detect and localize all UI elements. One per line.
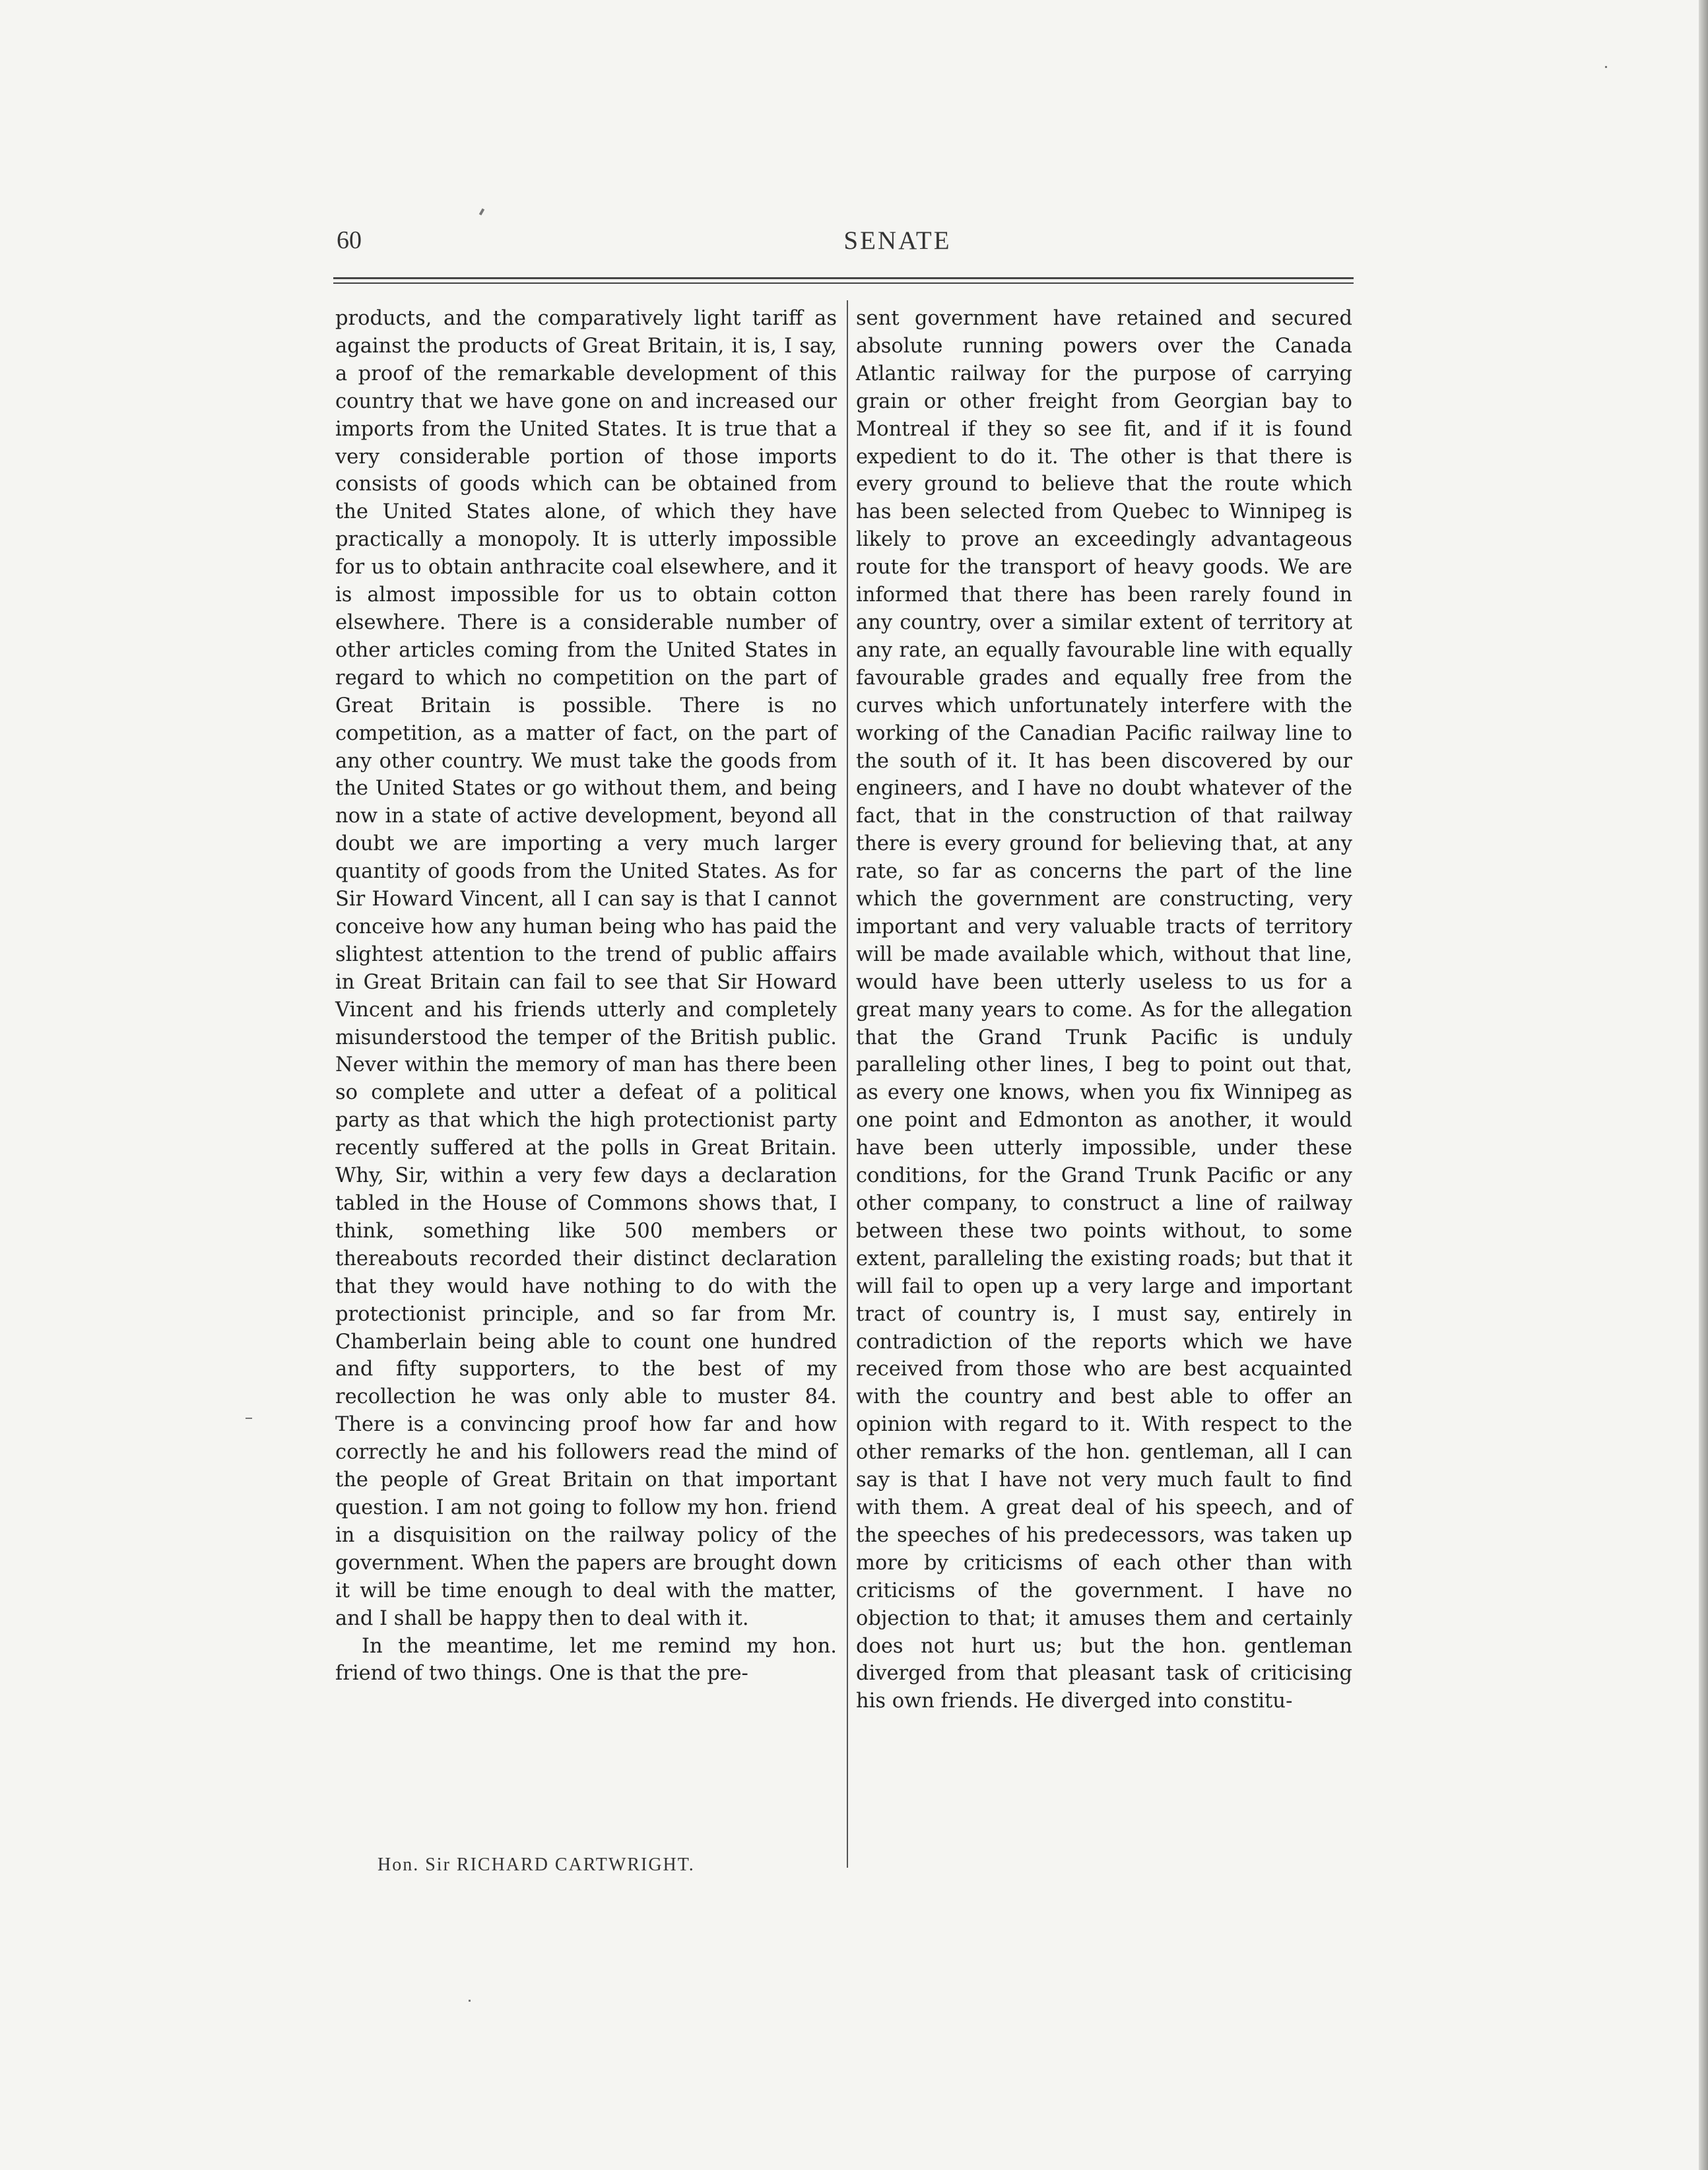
ink-speck bbox=[469, 2000, 471, 2002]
ink-speck bbox=[1605, 66, 1607, 68]
ink-speck bbox=[479, 209, 484, 216]
page-header bbox=[337, 226, 1353, 259]
ink-speck bbox=[246, 1418, 252, 1419]
page-number: 60 bbox=[337, 226, 362, 254]
header-rule-top bbox=[333, 277, 1354, 279]
page-edge-shadow bbox=[1699, 0, 1708, 2170]
left-paragraph-1: products, and the comparatively light tariff as against the products of Great Britain, it is, I say, a proof of the remarkable development of this country that we have gone on and increased our imports from the United States. It is true that a very considerable portion of those imports consists of goods which can be obtained from the United States alone, of which they have practically a monopoly. It is utterly impossible for us to obtain anthracite coal elsewhere, and it is almost impossible for us to obtain cotton elsewhere. There is a considerable number of other articles coming from the United States in regard to which no competition on the part of Great Britain is possible. There is no competition, as a matter of fact, on the part of any other country. We must take the goods from the United States or go without them, and being now in a state of active development, beyond all doubt we are importing a very much larger quantity of goods from the United States. As for Sir Howard Vincent, all I can say is that I cannot conceive how any human being who has paid the slightest attention to the trend of public affairs in Great Britain can fail to see that Sir Howard Vincent and his friends utterly and completely misunderstood the temper of the British public. Never within the memory of man has there been so complete and utter a defeat of a political party as that which the high protectionist party recently suffered at the polls in Great Britain. Why, Sir, within a very few days a declaration tabled in the House of Commons shows that, I think, something like 500 members or thereabouts recorded their distinct declaration that they would have nothing to do with the protectionist principle, and so far from Mr. Chamberlain being able to count one hundred and fifty supporters, to the best of my recollection he was only able to muster 84. There is a convincing proof how far and how correctly he and his followers read the mind of the people of Great Britain on that important question. I am not going to follow my hon. friend in a disquisition on the railway policy of the government. When the papers are brought down it will be time enough to deal with the matter, and I shall be happy then to deal with it. bbox=[335, 307, 837, 1630]
left-column bbox=[335, 305, 837, 1688]
running-title: SENATE bbox=[843, 226, 952, 255]
right-paragraph-1: sent government have retained and secured absolute running powers over the Canada Atlantic railway for the purpose of carrying grain or other freight from Georgian bay to Montreal if they so see fit, and if it is found expedient to do it. The other is that there is every ground to believe that the route which has been selected from Quebec to Winnipeg is likely to prove an exceedingly advantageous route for the transport of heavy goods. We are informed that there has been rarely found in any country, over a similar extent of territory at any rate, an equally favourable line with equally favourable grades and equally free from the curves which unfortunately interfere with the working of the Canadian Pacific railway line to the south of it. It has been discovered by our engineers, and I have no doubt whatever of the fact, that in the construction of that railway there is every ground for believing that, at any rate, so far as concerns the part of the line which the government are constructing, very important and very valuable tracts of territory will be made available which, without that line, would have been utterly useless to us for a great many years to come. As for the allegation that the Grand Trunk Pacific is unduly paralleling other lines, I beg to point out that, as every one knows, when you fix Winnipeg as one point and Edmonton as another, it would have been utterly impossible, under these conditions, for the Grand Trunk Pacific or any other company, to construct a line of railway between these two points without, to some extent, paralleling the existing roads; but that it will fail to open up a very large and important tract of country is, I must say, entirely in contradiction of the reports which we have received from those who are best acquainted with the country and best able to offer an opinion with regard to it. With respect to the other remarks of the hon. gentleman, all I can say is that I have not very much fault to find with them. A great deal of his speech, and of the speeches of his predecessors, was taken up more by criticisms of each other than with criticisms of the government. I have no objection to that; it amuses them and certainly does not hurt us; but the hon. gentleman diverged from that pleasant task of criticising his own friends. He diverged into constitu- bbox=[856, 307, 1352, 1713]
speaker-footer: Hon. Sir RICHARD CARTWRIGHT. bbox=[378, 1855, 695, 1875]
right-column bbox=[856, 305, 1352, 1715]
left-paragraph-2: In the meantime, let me remind my hon. friend of two things. One is that the pre- bbox=[335, 1634, 837, 1686]
header-rule-bottom bbox=[333, 282, 1354, 284]
column-divider bbox=[847, 300, 848, 1868]
